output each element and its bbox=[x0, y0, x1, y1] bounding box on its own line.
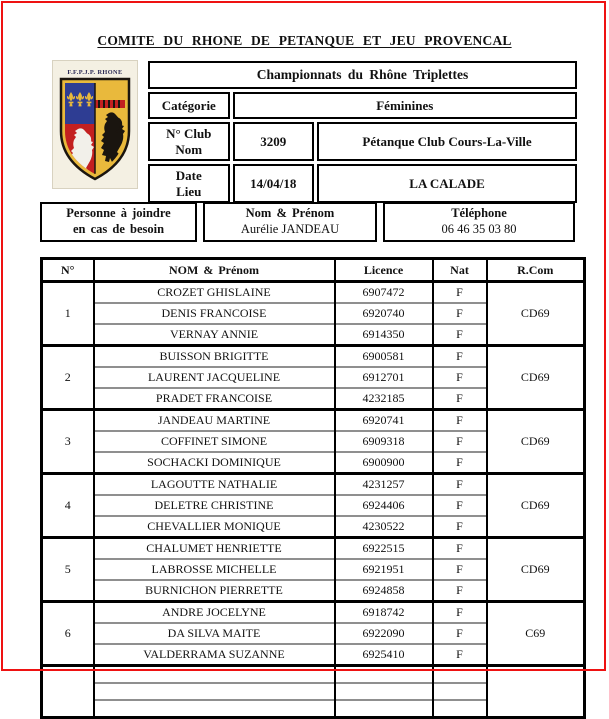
red-band bbox=[95, 100, 125, 108]
player-licence: 6921951 bbox=[335, 559, 433, 580]
club-name: Pétanque Club Cours-La-Ville bbox=[317, 122, 577, 161]
category-label: Catégorie bbox=[148, 92, 230, 119]
team-number: 2 bbox=[42, 346, 94, 410]
player-row bbox=[42, 282, 585, 304]
team-rcom: CD69 bbox=[487, 410, 585, 474]
col-header-nat: Nat bbox=[433, 259, 487, 282]
player-name: BUISSON BRIGITTE bbox=[94, 346, 335, 368]
player-licence: 6920741 bbox=[335, 410, 433, 432]
player-licence: 6909318 bbox=[335, 431, 433, 452]
player-licence: 6907472 bbox=[335, 282, 433, 304]
player-licence: 6912701 bbox=[335, 367, 433, 388]
page-title: COMITE DU RHONE DE PETANQUE ET JEU PROVENCAL bbox=[97, 33, 512, 48]
contact-name-value: Aurélie JANDEAU bbox=[240, 221, 340, 236]
player-nat: F bbox=[433, 538, 487, 560]
player-name: BURNICHON PIERRETTE bbox=[94, 580, 335, 602]
contact-phone-box: Téléphone 06 46 35 03 80 bbox=[383, 202, 575, 242]
player-row bbox=[42, 474, 585, 496]
team-number: 4 bbox=[42, 474, 94, 538]
roster-header-row bbox=[42, 259, 585, 282]
player-licence: 6900900 bbox=[335, 452, 433, 474]
player-nat: F bbox=[433, 580, 487, 602]
player-name: LAURENT JACQUELINE bbox=[94, 367, 335, 388]
player-nat: F bbox=[433, 303, 487, 324]
player-licence: 4232185 bbox=[335, 388, 433, 410]
player-name: LABROSSE MICHELLE bbox=[94, 559, 335, 580]
player-licence: 6914350 bbox=[335, 324, 433, 346]
date-lieu-label: Date Lieu bbox=[148, 164, 230, 203]
team-number: 1 bbox=[42, 282, 94, 346]
club-label: N° Club Nom bbox=[148, 122, 230, 161]
player-nat: F bbox=[433, 452, 487, 474]
player-nat: F bbox=[433, 516, 487, 538]
player-row bbox=[42, 602, 585, 624]
player-nat: F bbox=[433, 367, 487, 388]
category-value: Féminines bbox=[233, 92, 577, 119]
player-nat bbox=[433, 683, 487, 700]
fleur-de-lis-icon bbox=[67, 92, 93, 106]
date-value: 14/04/18 bbox=[233, 164, 315, 203]
player-name: LAGOUTTE NATHALIE bbox=[94, 474, 335, 496]
club-number: 3209 bbox=[233, 122, 315, 161]
player-name: COFFINET SIMONE bbox=[94, 431, 335, 452]
team-rcom bbox=[487, 666, 585, 718]
contact-name-box: Nom & Prénom Aurélie JANDEAU bbox=[203, 202, 377, 242]
player-nat: F bbox=[433, 495, 487, 516]
contact-phone-value: 06 46 35 03 80 bbox=[441, 221, 517, 236]
player-name: CHEVALLIER MONIQUE bbox=[94, 516, 335, 538]
player-name: JANDEAU MARTINE bbox=[94, 410, 335, 432]
player-name: ANDRE JOCELYNE bbox=[94, 602, 335, 624]
col-header-name: NOM & Prénom bbox=[94, 259, 335, 282]
player-name: VERNAY ANNIE bbox=[94, 324, 335, 346]
player-row-empty bbox=[42, 666, 585, 684]
player-nat: F bbox=[433, 602, 487, 624]
contact-person-box: Personne à joindre en cas de besoin bbox=[40, 202, 197, 242]
player-licence bbox=[335, 683, 433, 700]
player-licence: 6924858 bbox=[335, 580, 433, 602]
player-nat: F bbox=[433, 388, 487, 410]
player-nat: F bbox=[433, 623, 487, 644]
player-row bbox=[42, 538, 585, 560]
player-nat: F bbox=[433, 474, 487, 496]
player-name: DA SILVA MAITE bbox=[94, 623, 335, 644]
player-name bbox=[94, 700, 335, 718]
player-nat bbox=[433, 700, 487, 718]
team-rcom: CD69 bbox=[487, 282, 585, 346]
player-nat: F bbox=[433, 282, 487, 304]
contact-row bbox=[40, 202, 575, 242]
player-name bbox=[94, 683, 335, 700]
player-nat: F bbox=[433, 559, 487, 580]
roster-table bbox=[40, 257, 586, 719]
player-licence bbox=[335, 666, 433, 684]
player-nat: F bbox=[433, 324, 487, 346]
championship-title: Championnats du Rhône Triplettes bbox=[148, 61, 577, 89]
player-licence: 6924406 bbox=[335, 495, 433, 516]
club-logo bbox=[52, 60, 138, 190]
col-header-licence: Licence bbox=[335, 259, 433, 282]
team-rcom: C69 bbox=[487, 602, 585, 666]
col-header-num: N° bbox=[42, 259, 94, 282]
col-header-rcom: R.Com bbox=[487, 259, 585, 282]
player-name: VALDERRAMA SUZANNE bbox=[94, 644, 335, 666]
team-number: 3 bbox=[42, 410, 94, 474]
team-number bbox=[42, 666, 94, 718]
player-nat: F bbox=[433, 431, 487, 452]
player-name: CHALUMET HENRIETTE bbox=[94, 538, 335, 560]
team-rcom: CD69 bbox=[487, 346, 585, 410]
player-nat: F bbox=[433, 346, 487, 368]
player-nat: F bbox=[433, 410, 487, 432]
team-number: 6 bbox=[42, 602, 94, 666]
player-name: DELETRE CHRISTINE bbox=[94, 495, 335, 516]
player-licence: 6918742 bbox=[335, 602, 433, 624]
player-nat: F bbox=[433, 644, 487, 666]
player-licence: 4231257 bbox=[335, 474, 433, 496]
player-licence: 6900581 bbox=[335, 346, 433, 368]
header-table bbox=[145, 58, 580, 206]
player-licence: 6922090 bbox=[335, 623, 433, 644]
player-name: CROZET GHISLAINE bbox=[94, 282, 335, 304]
player-name: SOCHACKI DOMINIQUE bbox=[94, 452, 335, 474]
player-name bbox=[94, 666, 335, 684]
team-number: 5 bbox=[42, 538, 94, 602]
player-licence bbox=[335, 700, 433, 718]
player-name: PRADET FRANCOISE bbox=[94, 388, 335, 410]
player-licence: 4230522 bbox=[335, 516, 433, 538]
logo-caption: F.F.P.J.P. RHONE bbox=[67, 69, 123, 76]
player-nat bbox=[433, 666, 487, 684]
team-rcom: CD69 bbox=[487, 474, 585, 538]
team-rcom: CD69 bbox=[487, 538, 585, 602]
player-row bbox=[42, 346, 585, 368]
coat-of-arms-icon bbox=[52, 60, 138, 190]
player-name: DENIS FRANCOISE bbox=[94, 303, 335, 324]
player-row bbox=[42, 410, 585, 432]
player-licence: 6922515 bbox=[335, 538, 433, 560]
lieu-value: LA CALADE bbox=[317, 164, 577, 203]
player-licence: 6925410 bbox=[335, 644, 433, 666]
player-licence: 6920740 bbox=[335, 303, 433, 324]
